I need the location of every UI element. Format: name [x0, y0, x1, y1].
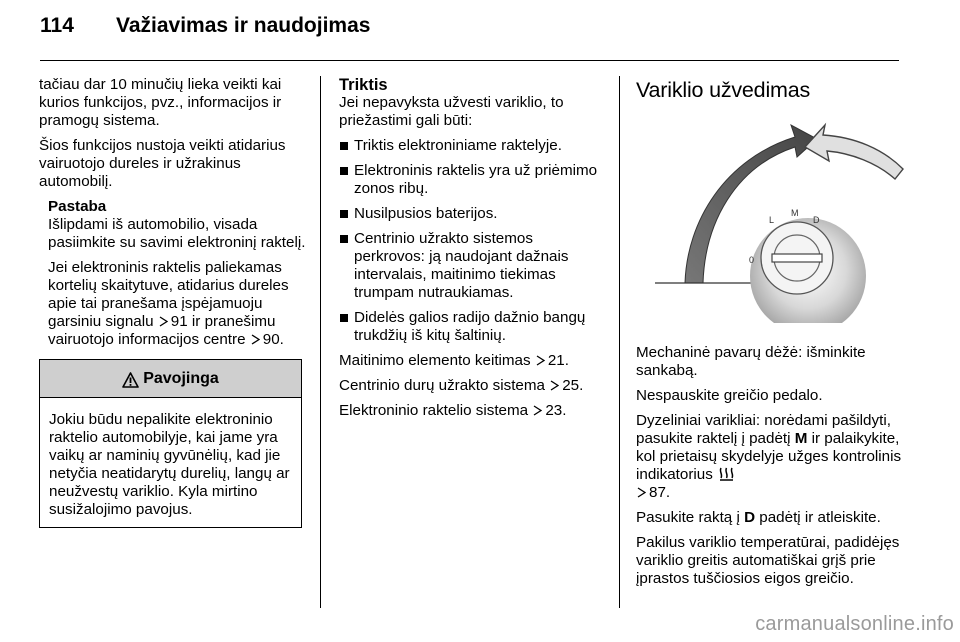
- column-divider-1: [320, 76, 321, 608]
- list-item: Didelės galios radijo dažnio bangų trukdžių iš kitų šaltinių.: [339, 309, 607, 345]
- page-reference-icon: [536, 355, 545, 366]
- paragraph: Nespauskite greičio pedalo.: [636, 387, 823, 404]
- note-block: [39, 198, 307, 349]
- key-position: M: [794, 430, 808, 447]
- warning-triangle-icon: [122, 372, 139, 388]
- page-number: 114: [40, 14, 74, 37]
- page-header: [40, 14, 370, 44]
- column-2: [339, 76, 607, 427]
- list-item: Triktis elektroniniame raktelyje.: [339, 137, 607, 155]
- paragraph-text: padėtį ir atleiskite.: [759, 509, 881, 526]
- column-3: [636, 76, 904, 595]
- cross-reference: [339, 377, 607, 395]
- paragraph: Jei nepavyksta užvesti variklio, to priežastimi gali būti:: [339, 94, 564, 129]
- note-paragraph: Išlipdami iš automobilio, visada pasiimkite su savimi elektroninį raktelį.: [48, 216, 306, 251]
- column-divider-2: [619, 76, 620, 608]
- ignition-position-label: 0: [749, 255, 755, 265]
- header-divider: [40, 60, 899, 61]
- note-text: Jei elektroninis raktelis paliekamas kortelių skaitytuve, atidarius dureles apie tai pranešama įspėjamuoju garsiniu signalu: [48, 259, 289, 330]
- page-reference[interactable]: 90.: [262, 331, 284, 348]
- ignition-position-label: M: [791, 208, 799, 218]
- column-1: [39, 76, 307, 528]
- paragraph-text: Pasukite raktą į: [636, 509, 740, 526]
- cross-reference-text: Centrinio durų užrakto sistema: [339, 377, 545, 394]
- note-title: Pastaba: [48, 198, 107, 215]
- warning-text: Jokiu būdu nepalikite elektroninio raktelio automobilyje, kai jame yra vaikų ar naminių gyvūnėlių, kad jie netyčia neatidarytų durelių, langų ar neužvestų variklio. Kyla mirtino susižalojimo pavojus.: [49, 411, 290, 518]
- paragraph-text: Dyzeliniai varikliai: norėdami pašildyti, pasukite raktelį į padėtį: [636, 412, 891, 447]
- warning-header: [40, 360, 301, 398]
- paragraph: [636, 412, 904, 502]
- list-item: Elektroninis raktelis yra už priėmimo zonos ribų.: [339, 162, 607, 198]
- paragraph: Pakilus variklio temperatūrai, padidėjęs variklio greitis automatiškai grįš prie įprastos tuščiosios eigos greičio.: [636, 534, 900, 587]
- watermark: carmanualsonline.info: [755, 613, 954, 635]
- page-reference[interactable]: 23.: [545, 402, 567, 419]
- cross-reference: [339, 402, 607, 420]
- section-title: Variklio užvedimas: [636, 78, 811, 102]
- page-reference[interactable]: 25.: [562, 377, 584, 394]
- page-reference[interactable]: 91: [170, 313, 188, 330]
- ignition-position-label: D: [813, 215, 820, 225]
- ignition-illustration: [645, 111, 910, 323]
- glow-plug-icon: [719, 466, 734, 482]
- paragraph: [636, 509, 904, 527]
- page-reference-icon: [533, 405, 542, 416]
- list-item: Centrinio užrakto sistemos perkrovos: ją naudojant dažnais intervalais, maitinimo tiekimas trumpam nutraukiamas.: [339, 230, 607, 302]
- warning-title: Pavojinga: [143, 369, 219, 387]
- page-reference-icon: [637, 487, 646, 498]
- section-title: Triktis: [339, 76, 388, 94]
- key-position: D: [744, 509, 756, 526]
- ignition-position-label: L: [769, 215, 775, 225]
- paragraph: tačiau dar 10 minučių lieka veikti kai kurios funkcijos, pvz., informacijos ir pramogų sistema.: [39, 76, 282, 129]
- paragraph: Mechaninė pavarų dėžė: išminkite sankabą.: [636, 344, 866, 379]
- page-reference-icon: [550, 380, 559, 391]
- note-paragraph: [48, 259, 307, 349]
- page-reference[interactable]: 87.: [649, 484, 671, 501]
- page-title: Važiavimas ir naudojimas: [116, 14, 371, 37]
- cross-reference-text: Elektroninio raktelio sistema: [339, 402, 529, 419]
- list-item: Nusilpusios baterijos.: [339, 205, 607, 223]
- page-reference-icon: [251, 334, 260, 345]
- bullet-list: [339, 137, 607, 345]
- cross-reference-text: Maitinimo elemento keitimas: [339, 352, 531, 369]
- cross-reference: [339, 352, 607, 370]
- note-text: ir pranešimu vairuotojo informacijos centre: [48, 313, 276, 348]
- page-reference[interactable]: 21.: [547, 352, 569, 369]
- paragraph: Šios funkcijos nustoja veikti atidarius vairuotojo dureles ir užrakinus automobilį.: [39, 137, 286, 190]
- paragraph-text: ir palaikykite, kol prietaisų skydelyje užges kontrolinis indikatorius: [636, 430, 902, 483]
- page-reference-icon: [159, 316, 168, 327]
- warning-box: [39, 359, 302, 528]
